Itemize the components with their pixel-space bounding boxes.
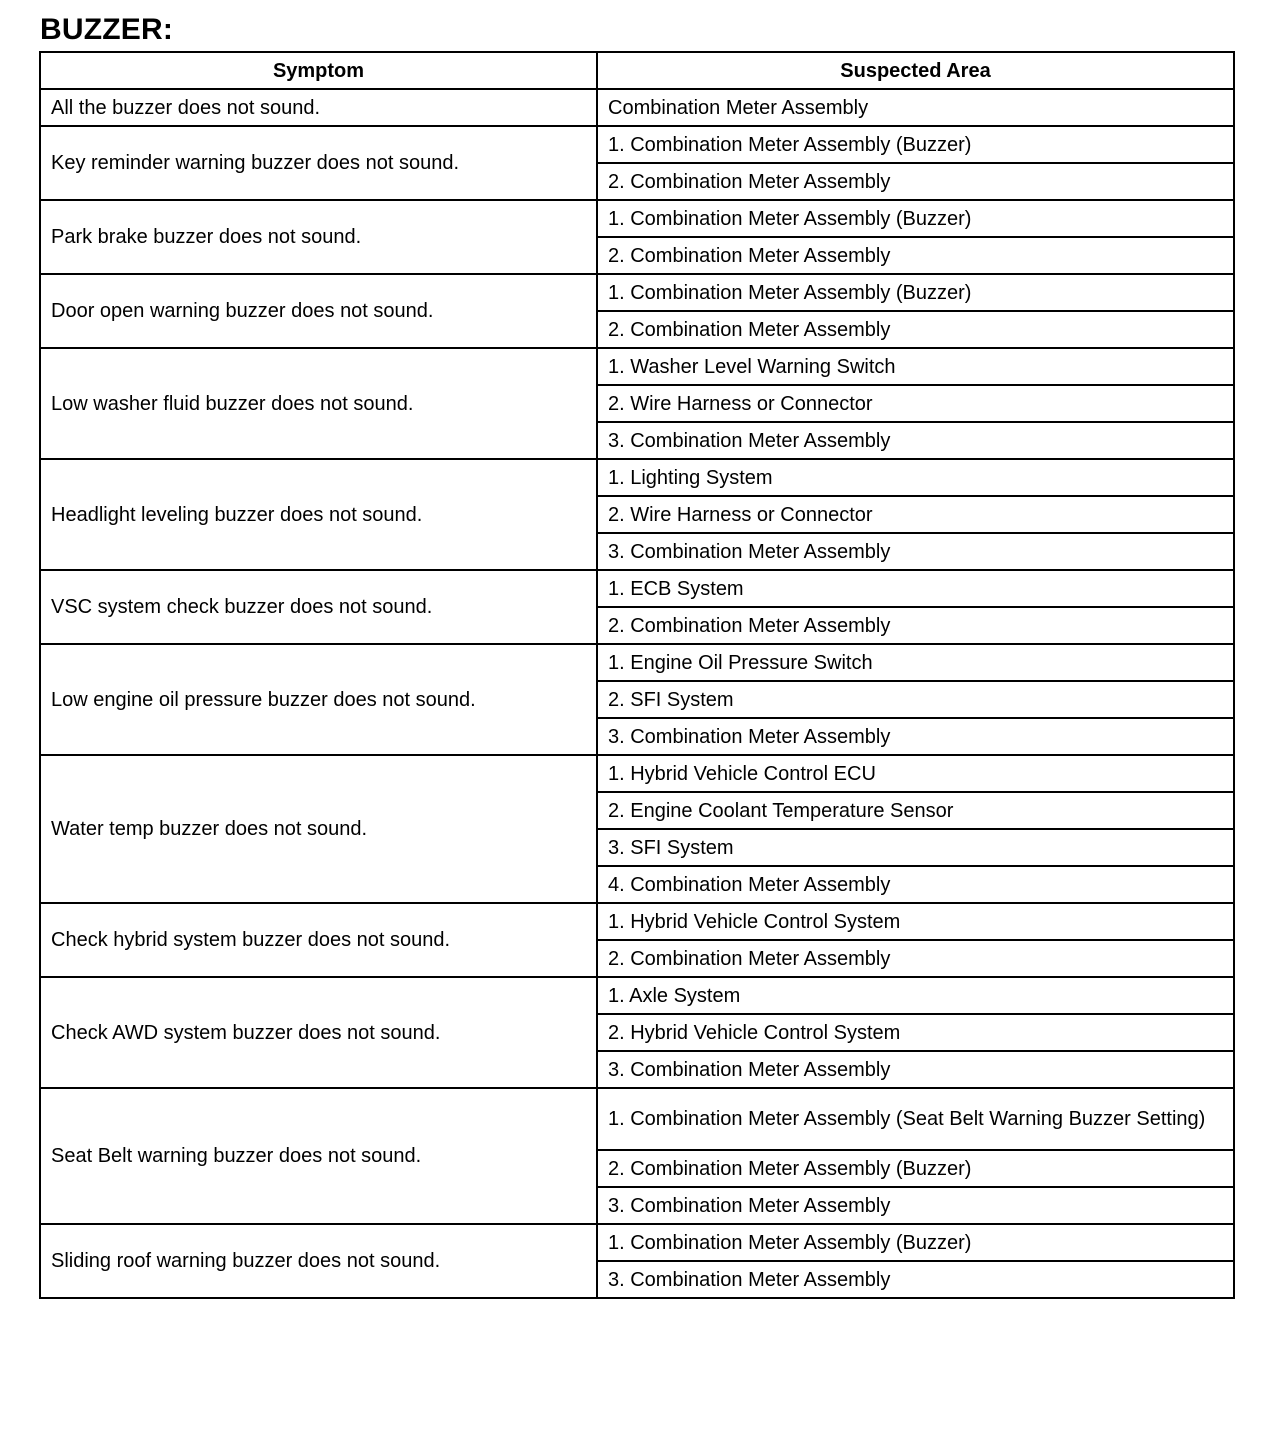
suspected-area-cell: 2. Combination Meter Assembly (Buzzer) [597,1150,1234,1187]
suspected-area-cell: 2. Combination Meter Assembly [597,237,1234,274]
suspected-area-cell: 3. Combination Meter Assembly [597,533,1234,570]
suspected-area-cell: 1. Combination Meter Assembly (Buzzer) [597,274,1234,311]
suspected-area-cell: 1. Hybrid Vehicle Control System [597,903,1234,940]
table-row [40,755,1234,792]
symptom-cell: Headlight leveling buzzer does not sound. [40,459,597,570]
table-row [40,126,1234,163]
suspected-area-cell: 2. Combination Meter Assembly [597,607,1234,644]
suspected-area-cell: 1. ECB System [597,570,1234,607]
suspected-area-cell: 1. Lighting System [597,459,1234,496]
symptom-cell: All the buzzer does not sound. [40,89,597,126]
table-row [40,977,1234,1014]
suspected-area-cell: 1. Engine Oil Pressure Switch [597,644,1234,681]
table-row [40,89,1234,126]
symptom-cell: Water temp buzzer does not sound. [40,755,597,903]
symptom-cell: Seat Belt warning buzzer does not sound. [40,1088,597,1224]
symptom-cell: Sliding roof warning buzzer does not sound. [40,1224,597,1298]
symptom-cell: Check AWD system buzzer does not sound. [40,977,597,1088]
table-row [40,570,1234,607]
table-row [40,200,1234,237]
suspected-area-cell: 2. Engine Coolant Temperature Sensor [597,792,1234,829]
suspected-area-cell: 3. Combination Meter Assembly [597,1187,1234,1224]
symptom-cell: Low washer fluid buzzer does not sound. [40,348,597,459]
table-row [40,1224,1234,1261]
symptom-cell: Door open warning buzzer does not sound. [40,274,597,348]
suspected-area-cell: 2. Hybrid Vehicle Control System [597,1014,1234,1051]
table-row [40,644,1234,681]
suspected-area-cell: 2. SFI System [597,681,1234,718]
suspected-area-cell: 4. Combination Meter Assembly [597,866,1234,903]
suspected-area-cell: 1. Combination Meter Assembly (Buzzer) [597,200,1234,237]
symptom-cell: Low engine oil pressure buzzer does not sound. [40,644,597,755]
table-row [40,348,1234,385]
table-header-row [40,52,1234,89]
suspected-area-cell: 1. Washer Level Warning Switch [597,348,1234,385]
suspected-area-cell: 1. Axle System [597,977,1234,1014]
suspected-area-cell: 3. Combination Meter Assembly [597,1261,1234,1298]
suspected-area-cell: 2. Combination Meter Assembly [597,163,1234,200]
symptom-cell: Key reminder warning buzzer does not sound. [40,126,597,200]
suspected-area-cell: Combination Meter Assembly [597,89,1234,126]
header-suspected-area: Suspected Area [597,52,1234,89]
suspected-area-cell: 3. Combination Meter Assembly [597,718,1234,755]
symptom-cell: Park brake buzzer does not sound. [40,200,597,274]
suspected-area-cell: 2. Wire Harness or Connector [597,496,1234,533]
header-symptom: Symptom [40,52,597,89]
suspected-area-cell: 2. Wire Harness or Connector [597,385,1234,422]
suspected-area-cell: 1. Combination Meter Assembly (Seat Belt Warning Buzzer Setting) [597,1088,1234,1150]
table-body [40,89,1234,1298]
suspected-area-cell: 3. SFI System [597,829,1234,866]
table-row [40,459,1234,496]
suspected-area-cell: 1. Hybrid Vehicle Control ECU [597,755,1234,792]
table-row [40,274,1234,311]
suspected-area-cell: 3. Combination Meter Assembly [597,422,1234,459]
suspected-area-cell: 1. Combination Meter Assembly (Buzzer) [597,1224,1234,1261]
suspected-area-cell: 3. Combination Meter Assembly [597,1051,1234,1088]
suspected-area-cell: 1. Combination Meter Assembly (Buzzer) [597,126,1234,163]
table-row [40,903,1234,940]
buzzer-table [39,51,1235,1299]
symptom-cell: VSC system check buzzer does not sound. [40,570,597,644]
symptom-cell: Check hybrid system buzzer does not sound. [40,903,597,977]
table-row [40,1088,1234,1150]
suspected-area-cell: 2. Combination Meter Assembly [597,940,1234,977]
suspected-area-cell: 2. Combination Meter Assembly [597,311,1234,348]
page-title: BUZZER: [40,13,174,46]
